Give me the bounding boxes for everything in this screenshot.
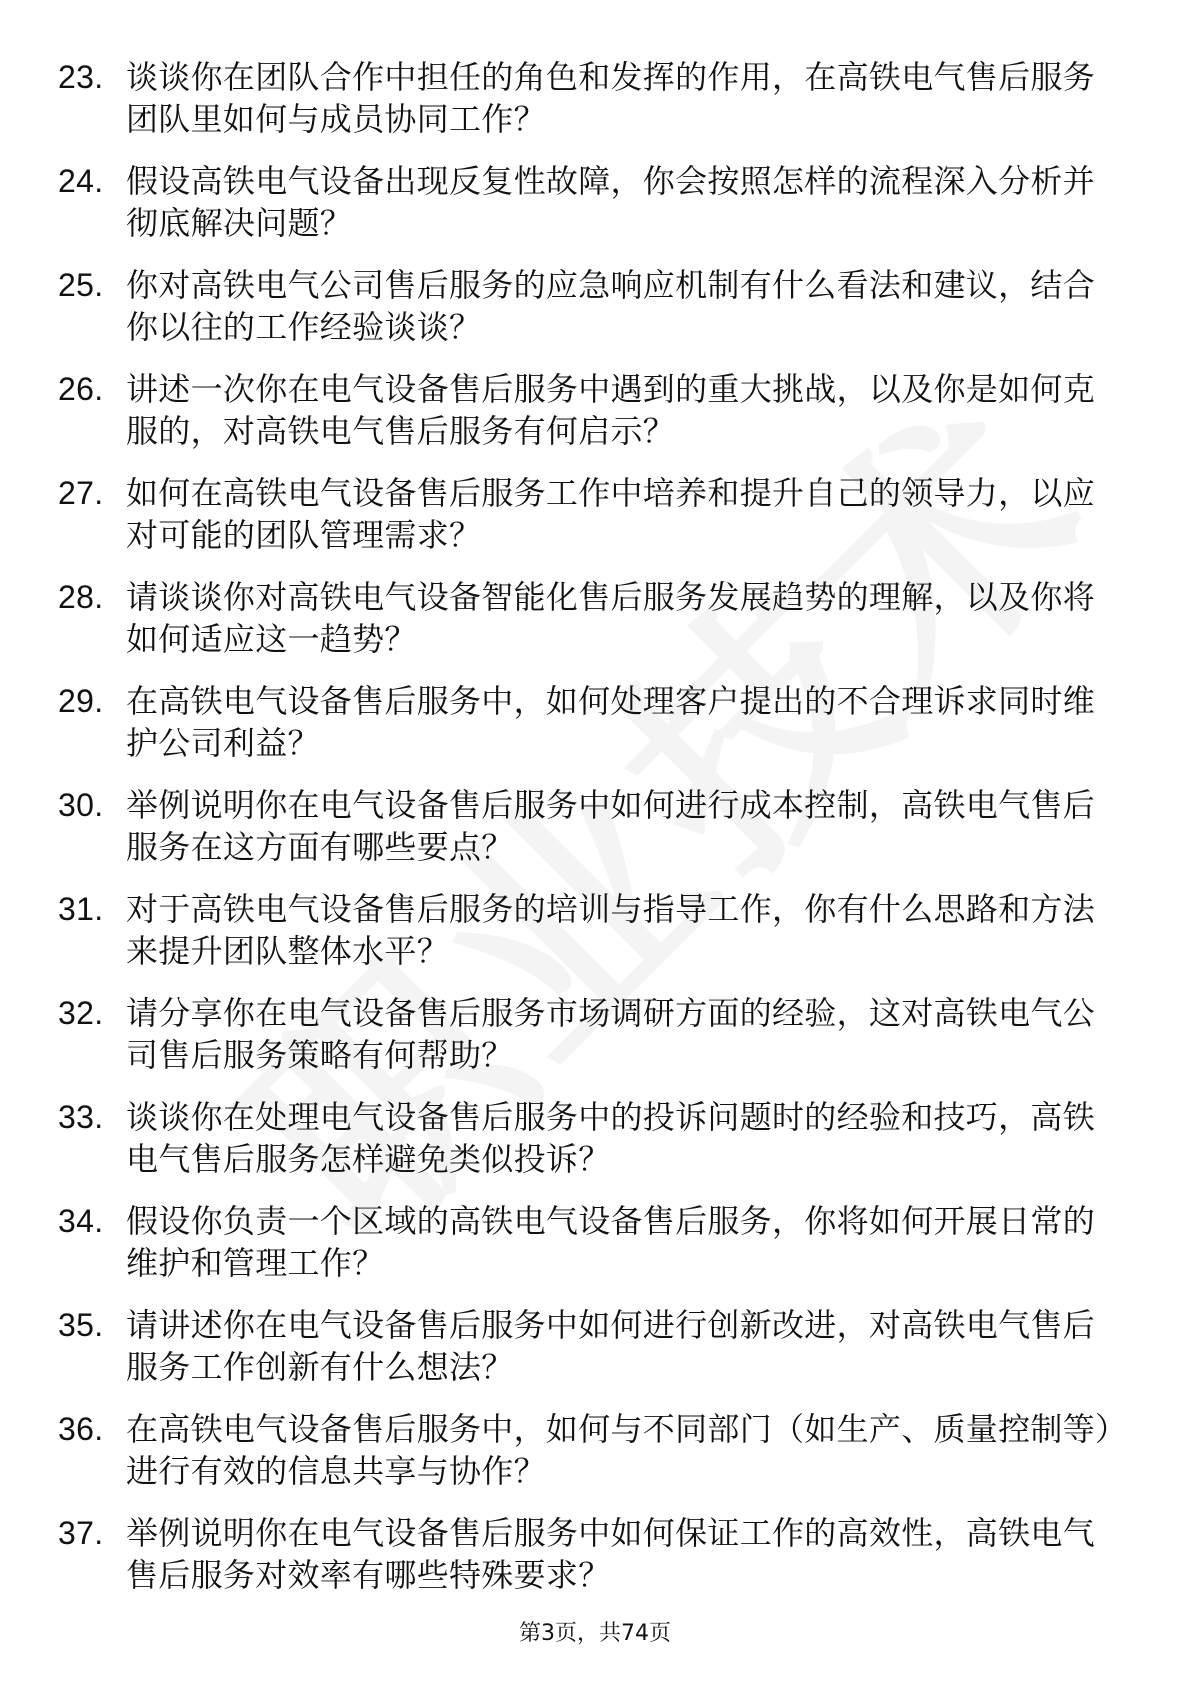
question-item	[58, 888, 1118, 972]
question-text: 请谈谈你对高铁电气设备智能化售后服务发展趋势的理解，以及你将如何适应这一趋势？	[126, 578, 1096, 658]
question-number: 27.	[58, 475, 104, 511]
question-number: 33.	[58, 1099, 104, 1135]
question-number: 23.	[58, 59, 104, 95]
question-item	[58, 992, 1118, 1076]
question-text: 你对高铁电气公司售后服务的应急响应机制有什么看法和建议，结合你以往的工作经验谈谈？	[126, 266, 1096, 346]
question-item	[58, 680, 1118, 764]
question-text: 举例说明你在电气设备售后服务中如何保证工作的高效性，高铁电气售后服务对效率有哪些特殊要求？	[126, 1514, 1096, 1594]
page-number: 第3页，共74页	[519, 1621, 671, 1646]
question-text: 假设你负责一个区域的高铁电气设备售后服务，你将如何开展日常的维护和管理工作？	[126, 1202, 1096, 1282]
question-number: 31.	[58, 891, 104, 927]
question-number: 37.	[58, 1515, 104, 1551]
question-text: 对于高铁电气设备售后服务的培训与指导工作，你有什么思路和方法来提升团队整体水平？	[126, 890, 1096, 970]
question-item	[58, 784, 1118, 868]
question-number: 26.	[58, 371, 104, 407]
question-item	[58, 1512, 1118, 1596]
question-text: 讲述一次你在电气设备售后服务中遇到的重大挑战，以及你是如何克服的，对高铁电气售后服务有何启示？	[126, 370, 1096, 450]
question-number: 35.	[58, 1307, 104, 1343]
question-text: 请分享你在电气设备售后服务市场调研方面的经验，这对高铁电气公司售后服务策略有何帮助？	[126, 994, 1096, 1074]
question-number: 32.	[58, 995, 104, 1031]
question-number: 25.	[58, 267, 104, 303]
question-item	[58, 1408, 1118, 1492]
question-number: 36.	[58, 1411, 104, 1447]
question-item	[58, 56, 1118, 140]
question-item	[58, 368, 1118, 452]
question-item	[58, 576, 1118, 660]
question-item	[58, 1304, 1118, 1388]
question-text: 举例说明你在电气设备售后服务中如何进行成本控制，高铁电气售后服务在这方面有哪些要点？	[126, 786, 1096, 866]
question-item	[58, 1200, 1118, 1284]
question-list	[58, 56, 1118, 1616]
question-item	[58, 160, 1118, 244]
question-item	[58, 1096, 1118, 1180]
question-text: 谈谈你在处理电气设备售后服务中的投诉问题时的经验和技巧，高铁电气售后服务怎样避免类似投诉？	[126, 1098, 1096, 1178]
question-text: 假设高铁电气设备出现反复性故障，你会按照怎样的流程深入分析并彻底解决问题？	[126, 162, 1096, 242]
question-text: 谈谈你在团队合作中担任的角色和发挥的作用，在高铁电气售后服务团队里如何与成员协同工作？	[126, 58, 1096, 138]
question-number: 24.	[58, 163, 104, 199]
question-number: 30.	[58, 787, 104, 823]
question-number: 28.	[58, 579, 104, 615]
question-text: 在高铁电气设备售后服务中，如何与不同部门（如生产、质量控制等）进行有效的信息共享与协作？	[126, 1410, 1112, 1490]
question-item	[58, 264, 1118, 348]
question-item	[58, 472, 1118, 556]
question-number: 29.	[58, 683, 104, 719]
question-text: 如何在高铁电气设备售后服务工作中培养和提升自己的领导力，以应对可能的团队管理需求？	[126, 474, 1096, 554]
question-text: 请讲述你在电气设备售后服务中如何进行创新改进，对高铁电气售后服务工作创新有什么想法？	[126, 1306, 1096, 1386]
question-text: 在高铁电气设备售后服务中，如何处理客户提出的不合理诉求同时维护公司利益？	[126, 682, 1096, 762]
question-number: 34.	[58, 1203, 104, 1239]
